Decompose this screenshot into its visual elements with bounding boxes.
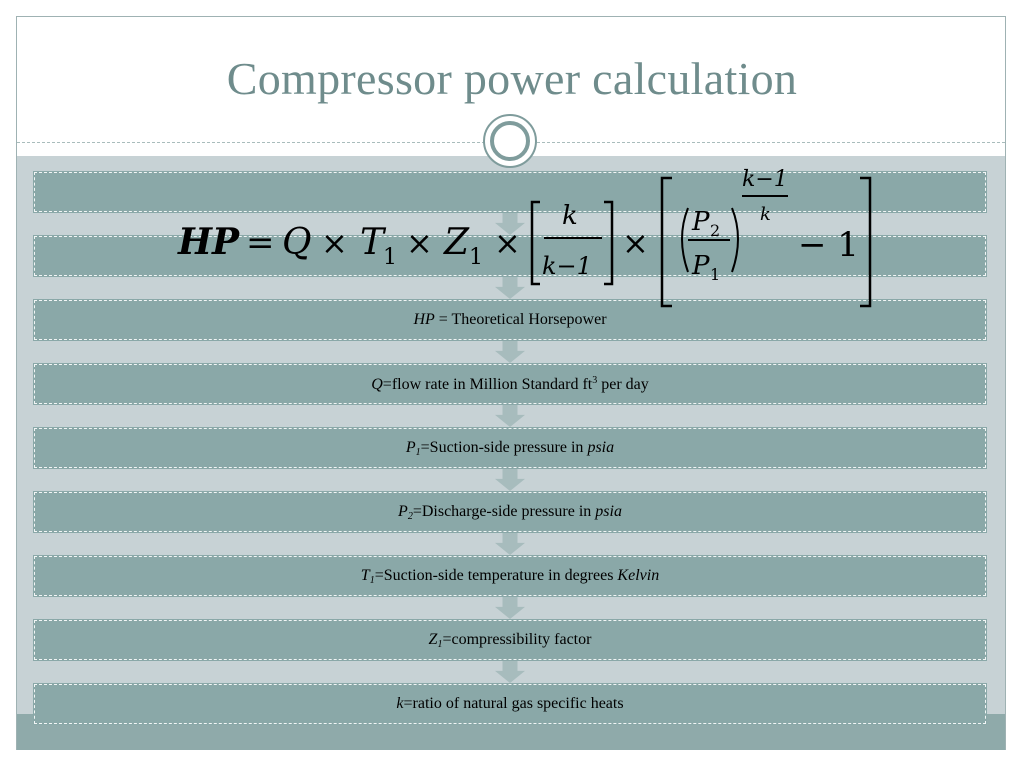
bracket-left xyxy=(532,202,540,284)
paren-left xyxy=(682,208,688,272)
formula-q: Q xyxy=(282,222,312,263)
formula-hp: HP xyxy=(178,221,240,263)
slide-title: Compressor power calculation xyxy=(226,53,798,104)
hp-formula xyxy=(176,168,882,310)
bracket-right-big xyxy=(860,178,870,306)
bracket-left-big xyxy=(662,178,672,306)
formula-exp-k-minus-1: k−1 xyxy=(742,168,788,192)
formula-eq: = xyxy=(246,223,275,263)
paren-right xyxy=(732,208,738,272)
definition-q: Q=flow rate in Million Standard $ft^3$ per day xyxy=(33,363,987,405)
definition-z1: $Z_1=compressibility$ factor xyxy=(33,619,987,661)
formula-times: × xyxy=(321,224,348,262)
formula-p2: P xyxy=(692,207,710,237)
formula-p2-sub: 2 xyxy=(710,221,721,240)
formula-z-sub: 1 xyxy=(469,245,483,270)
formula-times: × xyxy=(494,224,521,262)
definition-p1: $P_1=Suction$-side pressure in psia xyxy=(33,427,987,469)
formula-times: × xyxy=(406,224,433,262)
formula-times: × xyxy=(622,224,649,262)
definition-k: k=ratio of natural gas specific heats xyxy=(33,683,987,725)
formula-k-minus-1: k−1 xyxy=(542,252,592,280)
formula-p1-sub: 1 xyxy=(710,265,721,284)
formula-p1: P xyxy=(692,251,710,281)
formula-t: T xyxy=(360,222,385,263)
bracket-right xyxy=(604,202,612,284)
definition-hp: HP = Theoretical Horsepower xyxy=(33,299,987,341)
decorative-ring-icon xyxy=(483,114,537,168)
definition-p2: $P_2=Discharge$-side pressure in psia xyxy=(33,491,987,533)
formula-t-sub: 1 xyxy=(383,245,397,270)
formula-z: Z xyxy=(444,222,470,263)
definition-t1: $T_1=Suction$-side temperature in degrees Kelvin xyxy=(33,555,987,597)
formula-exp-k: k xyxy=(760,204,771,225)
formula-minus-one: − 1 xyxy=(798,225,859,265)
formula-k: k xyxy=(562,201,578,231)
